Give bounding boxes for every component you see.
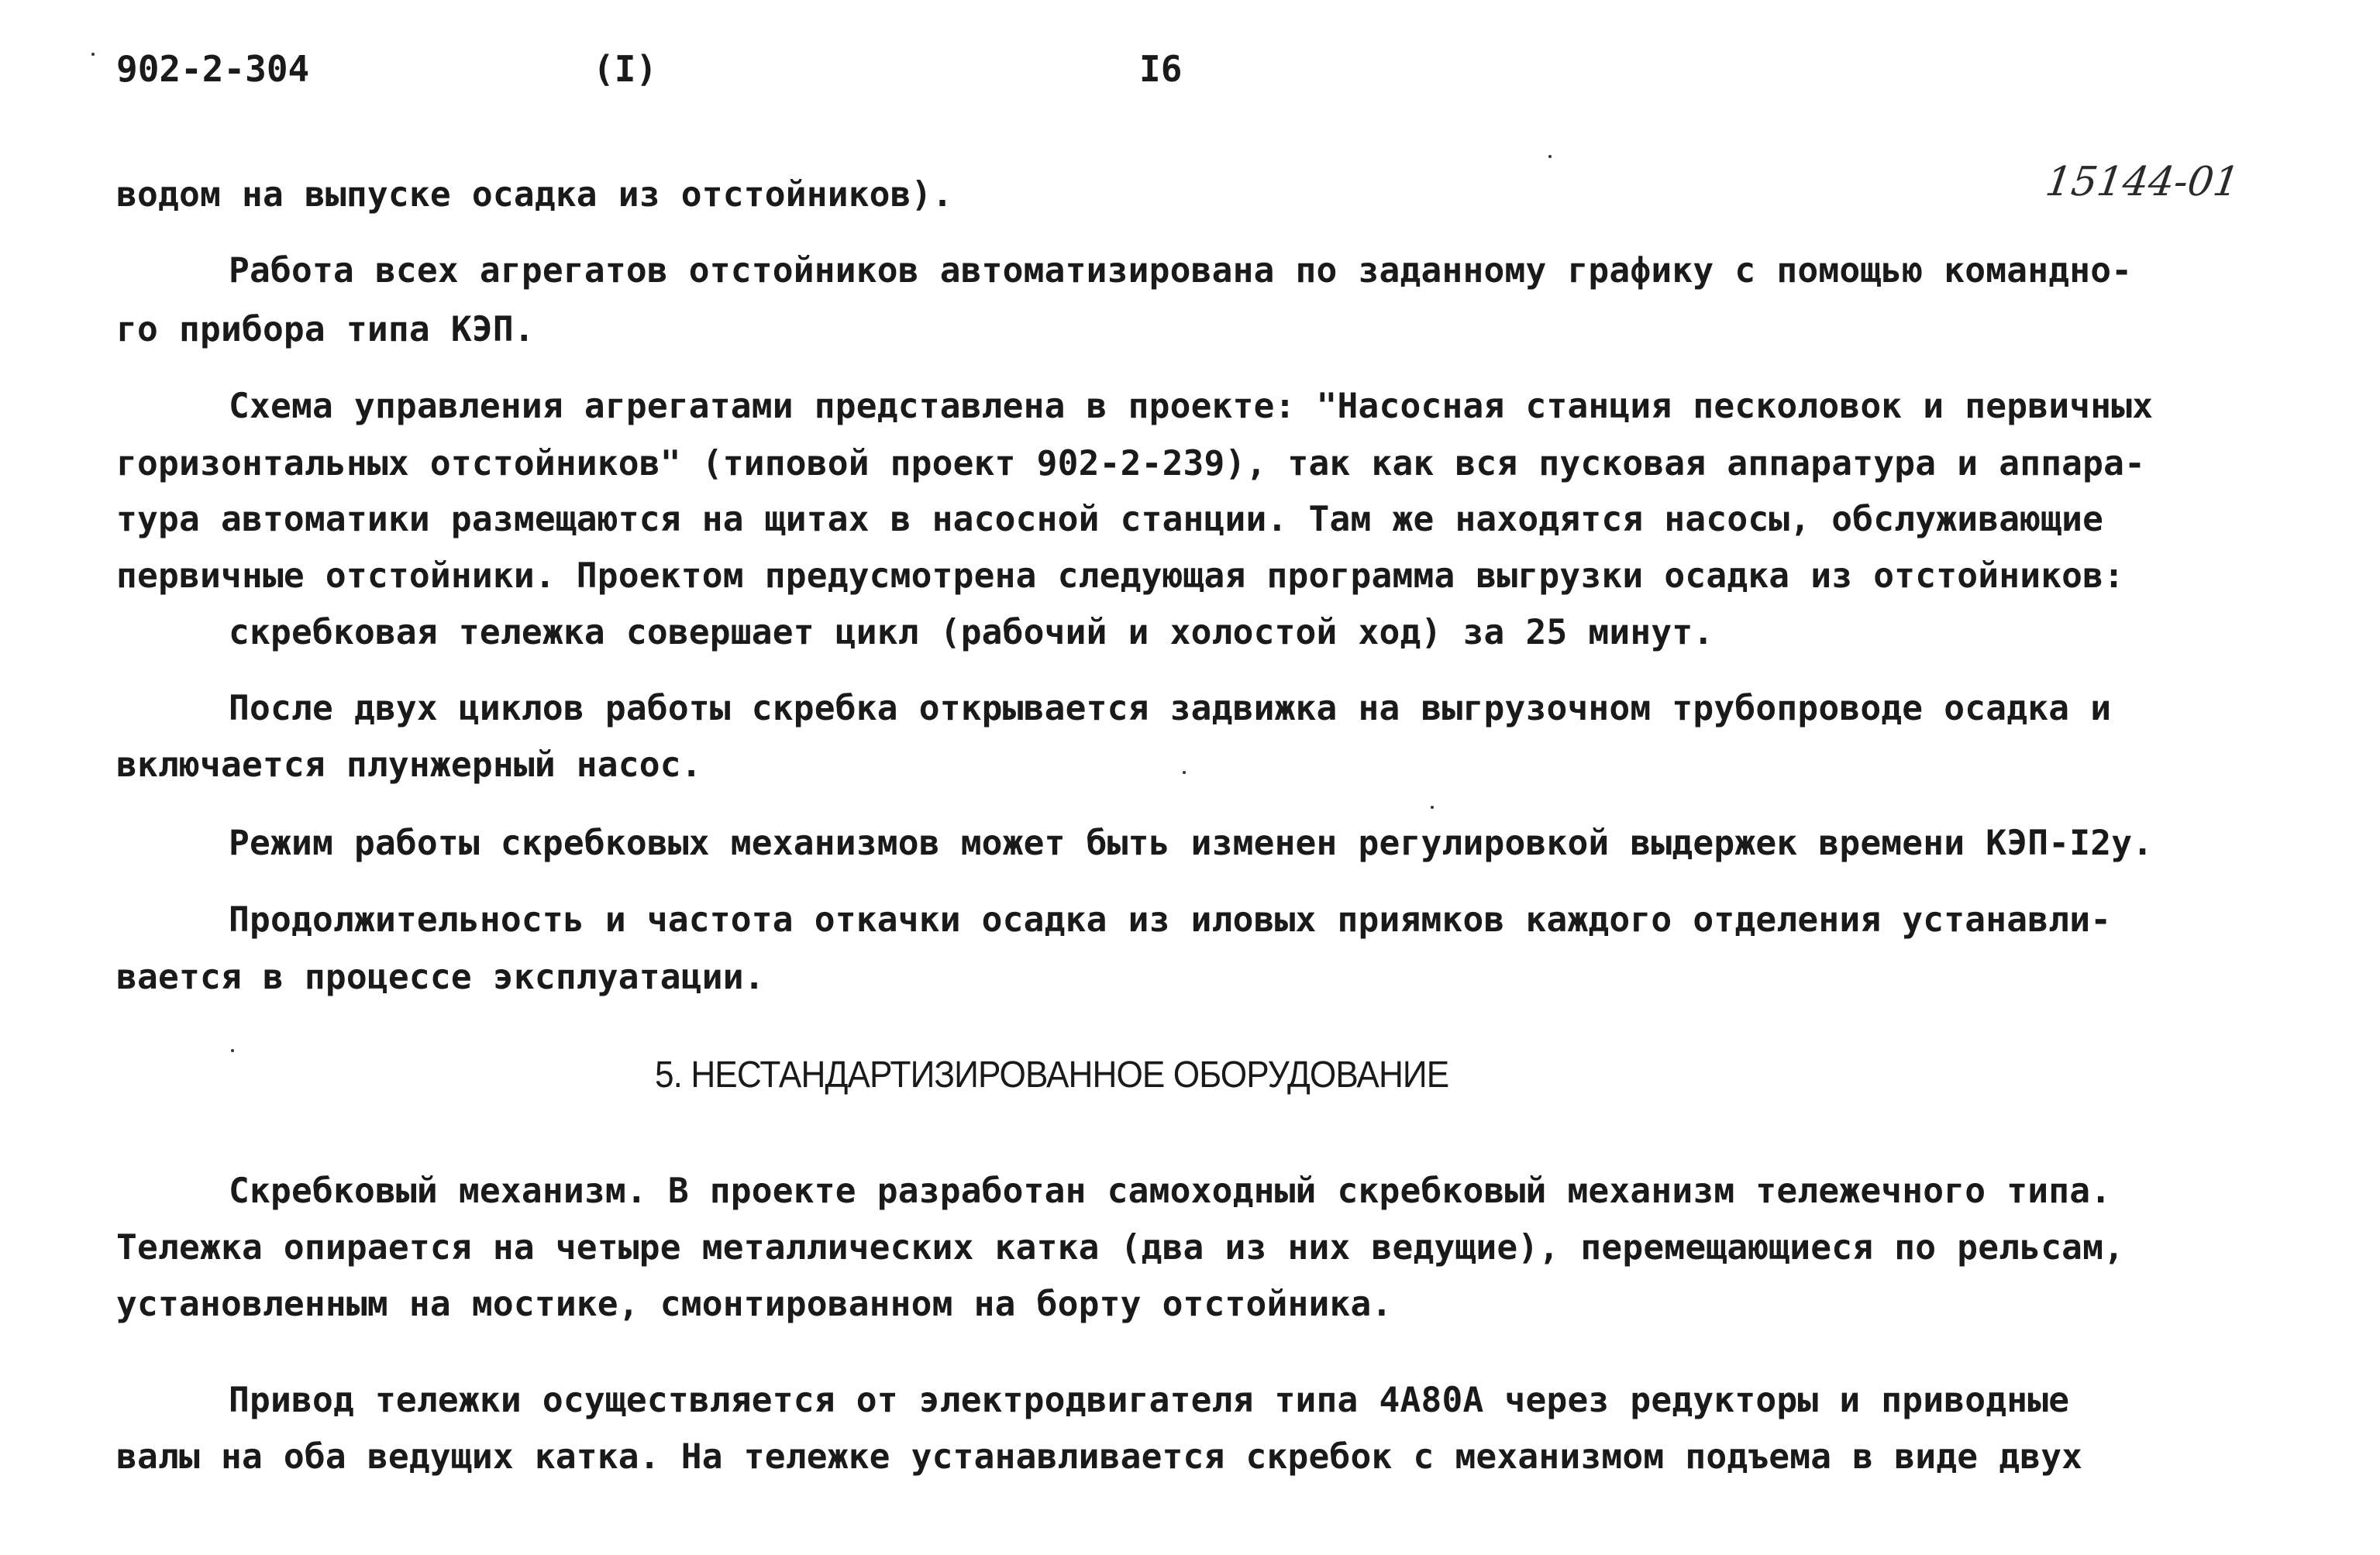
text-line: валы на оба ведущих катка. На тележке устанавливается скребок с механизмом подъема в виде двух <box>116 1437 2083 1477</box>
text-line: Привод тележки осуществляется от электродвигателя типа 4А80А через редукторы и приводные <box>229 1381 2070 1420</box>
text-line: го прибора типа КЭП. <box>116 310 535 349</box>
text-line: включается плунжерный насос. <box>116 745 702 785</box>
text-line: Продолжительность и частота откачки осадка из иловых приямков каждого отделения устанавли- <box>229 900 2112 940</box>
text-line: После двух циклов работы скребка открывается задвижка на выгрузочном трубопроводе осадка и <box>229 689 2112 728</box>
text-line: горизонтальных отстойников" (типовой проект 902-2-239), так как вся пусковая аппаратура и аппара- <box>116 444 2146 483</box>
document-code: 902-2-304 <box>116 48 310 90</box>
text-line: скребковая тележка совершает цикл (рабочий и холостой ход) за 25 минут. <box>229 613 1714 652</box>
text-line: Тележка опирается на четыре металлических катка (два из них ведущие), перемещающиеся по рельсам, <box>116 1228 2125 1268</box>
text-line: Схема управления агрегатами представлена в проекте: "Насосная станция песколовок и первичных <box>229 387 2154 426</box>
text-line: Скребковый механизм. В проекте разработан самоходный скребковый механизм тележечного типа. <box>229 1171 2112 1211</box>
text-line: Работа всех агрегатов отстойников автоматизирована по заданному графику с помощью командно- <box>229 251 2133 291</box>
section-title: 5. НЕСТАНДАРТИЗИРОВАННОЕ ОБОРУДОВАНИЕ <box>655 1054 1449 1096</box>
text-line: водом на выпуске осадка из отстойников). <box>116 175 953 215</box>
document-part: (I) <box>593 48 658 90</box>
scan-speck <box>1431 806 1434 809</box>
text-line: первичные отстойники. Проектом предусмотрена следующая программа выгрузки осадка из отстойников: <box>116 556 2125 596</box>
text-line: установленным на мостике, смонтированном на борту отстойника. <box>116 1285 1393 1324</box>
text-line: тура автоматики размещаются на щитах в насосной станции. Там же находятся насосы, обслуживающие <box>116 500 2104 539</box>
scan-speck <box>91 53 95 56</box>
page-number: I6 <box>1139 48 1183 90</box>
text-line: вается в процессе эксплуатации. <box>116 958 765 997</box>
scan-speck <box>1183 771 1186 774</box>
scan-speck <box>231 1049 234 1052</box>
scan-speck <box>1548 155 1552 158</box>
text-line: Режим работы скребковых механизмов может быть изменен регулировкой выдержек времени КЭП-I2у. <box>229 824 2154 863</box>
handwritten-note: 15144-01 <box>2042 159 2243 205</box>
